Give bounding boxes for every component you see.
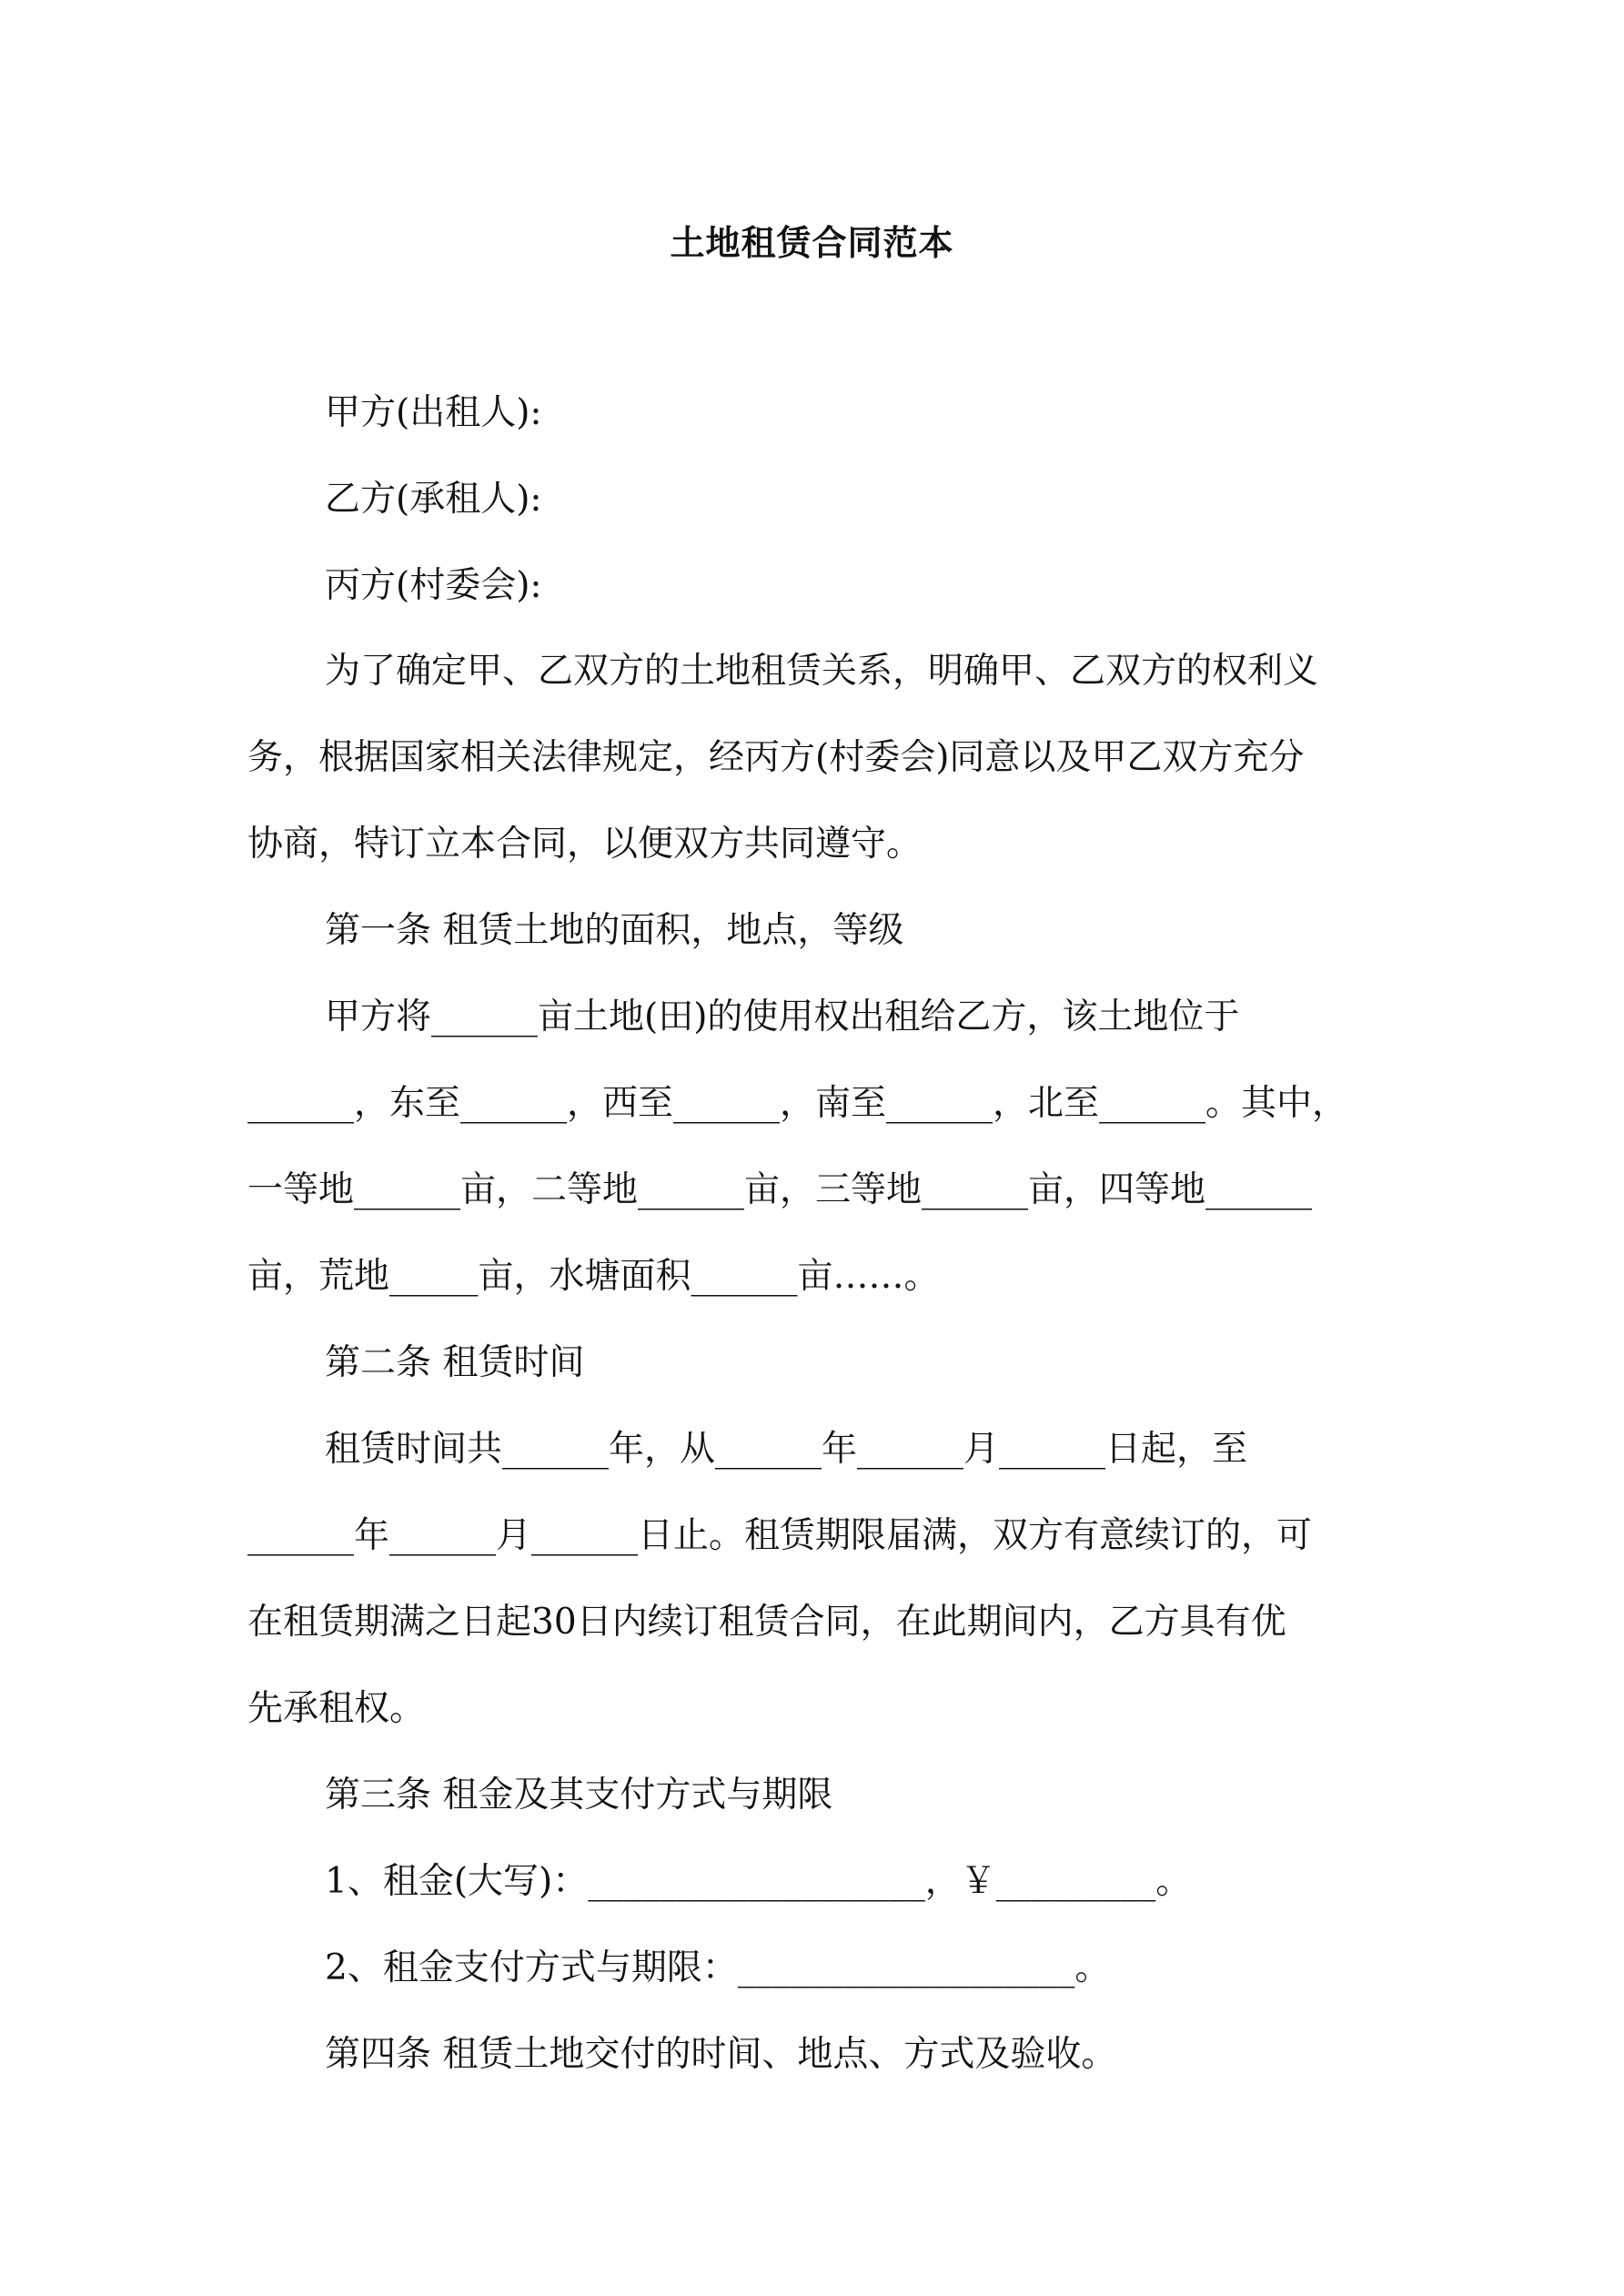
article-2-line-4: 先承租权。 [247,1688,426,1729]
article-1-line-2: ______，东至______，西至______，南至______，北至______。其中， [247,1083,1348,1124]
article-2-line-1: 租赁时间共______年，从______年______月______日起，至 [325,1429,1248,1470]
party-b-line: 乙方(承租人): [325,479,542,520]
preamble-line-3: 协商，特订立本合同，以便双方共同遵守。 [247,824,923,865]
article-1-heading: 第一条 租赁土地的面积，地点，等级 [325,910,904,951]
article-1-line-3: 一等地______亩，二等地______亩，三等地______亩，四等地______ [247,1169,1313,1210]
article-3-item-2: 2、租金支付方式与期限：___________________。 [325,1947,1111,1988]
article-4-heading: 第四条 租赁土地交付的时间、地点、方式及验收。 [325,2034,1117,2075]
article-2-line-2: ______年______月______日止。租赁期限届满，双方有意续订的，可 [247,1515,1313,1556]
party-a-line: 甲方(出租人): [325,392,542,433]
article-1-line-1: 甲方将______亩土地(田)的使用权出租给乙方，该土地位于 [325,996,1240,1037]
party-c-line: 丙方(村委会): [325,565,542,606]
preamble-line-1: 为了确定甲、乙双方的土地租赁关系，明确甲、乙双方的权利义 [325,651,1319,692]
preamble-line-2: 务，根据国家相关法律规定，经丙方(村委会)同意以及甲乙双方充分 [247,737,1305,778]
document-title: 土地租赁合同范本 [670,222,954,263]
article-2-heading: 第二条 租赁时间 [325,1342,585,1383]
article-3-item-1: 1、租金(大写)：___________________，￥_________。 [325,1861,1192,1902]
article-1-line-4: 亩，荒地_____亩，水塘面积______亩……。 [247,1256,940,1297]
article-3-heading: 第三条 租金及其支付方式与期限 [325,1775,833,1816]
article-2-line-3: 在租赁期满之日起30日内续订租赁合同，在此期间内，乙方具有优 [247,1602,1286,1643]
